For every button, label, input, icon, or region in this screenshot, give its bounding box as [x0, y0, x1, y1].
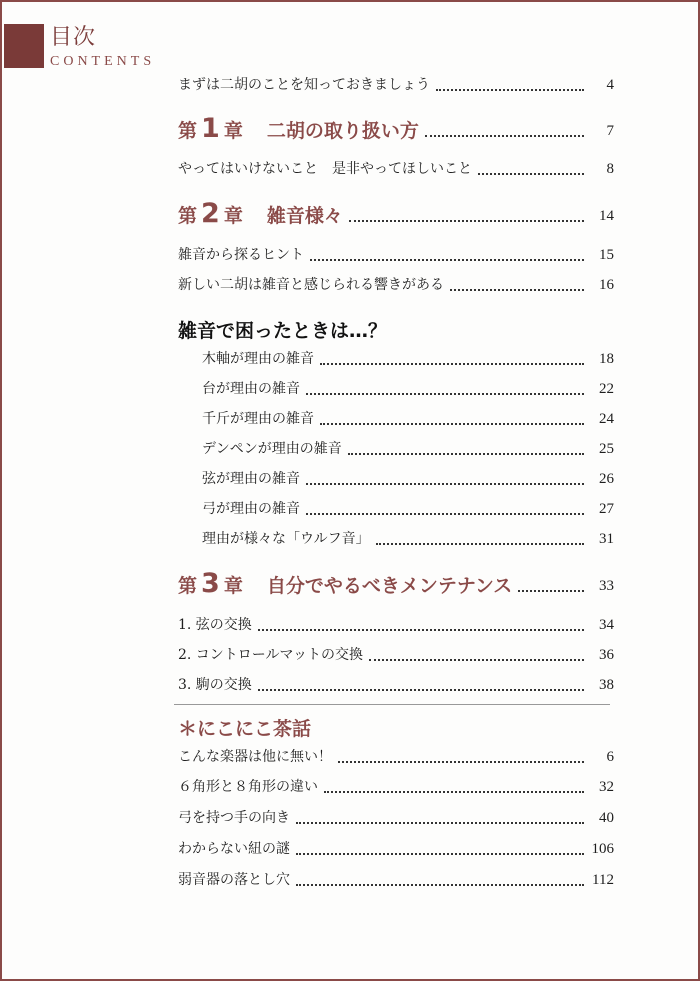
- page-number: 112: [592, 872, 614, 888]
- leader-dots: [376, 543, 584, 545]
- chapter-heading: [178, 198, 343, 229]
- leader-dots: [258, 629, 584, 631]
- toc-entry-label: 弱音器の落とし穴: [178, 872, 290, 888]
- toc-chapter-1[interactable]: [178, 113, 614, 144]
- leader-dots: [306, 393, 584, 395]
- leader-dots: [296, 822, 584, 824]
- leader-dots: [338, 761, 584, 763]
- toc-entry[interactable]: [178, 676, 614, 694]
- chapter-word: 章: [223, 205, 243, 227]
- leader-dots: [369, 659, 584, 661]
- chapter-prefix: 第: [178, 205, 198, 227]
- toc-entry[interactable]: [178, 160, 614, 178]
- chapter-number: 3: [201, 568, 220, 599]
- toc-entry[interactable]: [202, 530, 614, 548]
- leader-dots: [478, 173, 584, 175]
- toc-entry-label: 理由が様々な「ウルフ音」: [202, 531, 370, 547]
- toc-entry-label: 雑音から探るヒント: [178, 247, 304, 263]
- toc-entry[interactable]: [178, 616, 614, 634]
- leader-dots: [436, 89, 584, 91]
- toc-entry-intro[interactable]: [178, 76, 614, 94]
- leader-dots: [518, 590, 584, 592]
- toc-entry-label: こんな楽器は他に無い！: [178, 749, 332, 765]
- toc-entry-label: やってはいけないこと 是非やってほしいこと: [178, 161, 472, 177]
- toc-entry-label: 木軸が理由の雑音: [202, 351, 314, 367]
- header-accent-bar: [4, 24, 44, 68]
- leader-dots: [306, 513, 584, 515]
- toc-entry-label: 1. 弦の交換: [178, 617, 252, 633]
- leader-dots: [258, 689, 584, 691]
- chapter-heading: [178, 113, 419, 144]
- page-number: 18: [599, 351, 614, 367]
- page-number: 34: [599, 617, 614, 633]
- toc-entry[interactable]: [178, 809, 614, 827]
- toc-chapter-2[interactable]: [178, 198, 614, 229]
- page-number: 106: [591, 841, 614, 857]
- toc-entry-label: 2. コントロールマットの交換: [178, 647, 363, 663]
- toc-entry-label: 弓を持つ手の向き: [178, 810, 290, 826]
- leader-dots: [296, 853, 584, 855]
- toc-entry[interactable]: [178, 748, 614, 766]
- toc-entry[interactable]: [202, 350, 614, 368]
- leader-dots: [450, 289, 584, 291]
- leader-dots: [348, 453, 584, 455]
- toc-entry[interactable]: [178, 646, 614, 664]
- section-heading-noise: 雑音で困ったときは…？: [178, 320, 388, 342]
- page-number: 6: [606, 749, 614, 765]
- section-heading-tea: ＊にこにこ茶話: [178, 718, 312, 740]
- chapter-title: 二胡の取り扱い方: [266, 120, 419, 142]
- toc-entry[interactable]: [178, 871, 614, 889]
- page-number: 16: [599, 277, 614, 293]
- toc-entry[interactable]: [202, 440, 614, 458]
- toc-entry[interactable]: [202, 380, 614, 398]
- chapter-number: 2: [201, 198, 220, 229]
- toc-entry-label: 千斤が理由の雑音: [202, 411, 314, 427]
- toc-entry-label: 台が理由の雑音: [202, 381, 300, 397]
- toc-entry-label: 弓が理由の雑音: [202, 501, 300, 517]
- toc-entry-label: 新しい二胡は雑音と感じられる響きがある: [178, 277, 444, 293]
- page-number: 22: [599, 381, 614, 397]
- chapter-word: 章: [223, 120, 243, 142]
- leader-dots: [306, 483, 584, 485]
- page-number: 4: [606, 77, 614, 93]
- page-number: 25: [599, 441, 614, 457]
- toc-entry[interactable]: [178, 778, 614, 796]
- page-number: 14: [599, 208, 614, 224]
- page-number: 15: [599, 247, 614, 263]
- chapter-prefix: 第: [178, 575, 198, 597]
- chapter-heading: [178, 568, 513, 599]
- toc-entry-label: わからない紐の謎: [178, 841, 290, 857]
- leader-dots: [349, 220, 584, 222]
- toc-entry-label: デンペンが理由の雑音: [202, 441, 342, 457]
- toc-entry-label: 3. 駒の交換: [178, 677, 252, 693]
- toc-entry[interactable]: [202, 410, 614, 428]
- page-number: 26: [599, 471, 614, 487]
- page-number: 38: [599, 677, 614, 693]
- chapter-title: 雑音様々: [266, 205, 343, 227]
- leader-dots: [324, 791, 584, 793]
- toc-entry-label: 弦が理由の雑音: [202, 471, 300, 487]
- chapter-title: 自分でやるべきメンテナンス: [266, 575, 513, 597]
- toc-entry[interactable]: [202, 470, 614, 488]
- page-number: 31: [599, 531, 614, 547]
- leader-dots: [320, 363, 584, 365]
- page-title: 目次: [50, 25, 97, 50]
- leader-dots: [425, 135, 584, 137]
- page-number: 27: [599, 501, 614, 517]
- toc-chapter-3[interactable]: [178, 568, 614, 599]
- toc-entry-label: ６角形と８角形の違い: [178, 779, 318, 795]
- page-number: 36: [599, 647, 614, 663]
- page-subtitle: CONTENTS: [50, 54, 156, 69]
- leader-dots: [320, 423, 584, 425]
- chapter-word: 章: [223, 575, 243, 597]
- toc-entry[interactable]: [178, 276, 614, 294]
- page-number: 7: [606, 123, 614, 139]
- chapter-prefix: 第: [178, 120, 198, 142]
- leader-dots: [296, 884, 584, 886]
- page-number: 32: [599, 779, 614, 795]
- toc-entry[interactable]: [178, 840, 614, 858]
- section-divider: [174, 704, 610, 705]
- page-number: 24: [599, 411, 614, 427]
- page-number: 8: [606, 161, 614, 177]
- page-number: 40: [599, 810, 614, 826]
- toc-entry[interactable]: [178, 246, 614, 264]
- toc-entry-label: まずは二胡のことを知っておきましょう: [178, 77, 430, 93]
- leader-dots: [310, 259, 584, 261]
- chapter-number: 1: [201, 113, 220, 144]
- toc-entry[interactable]: [202, 500, 614, 518]
- page-number: 33: [599, 578, 614, 594]
